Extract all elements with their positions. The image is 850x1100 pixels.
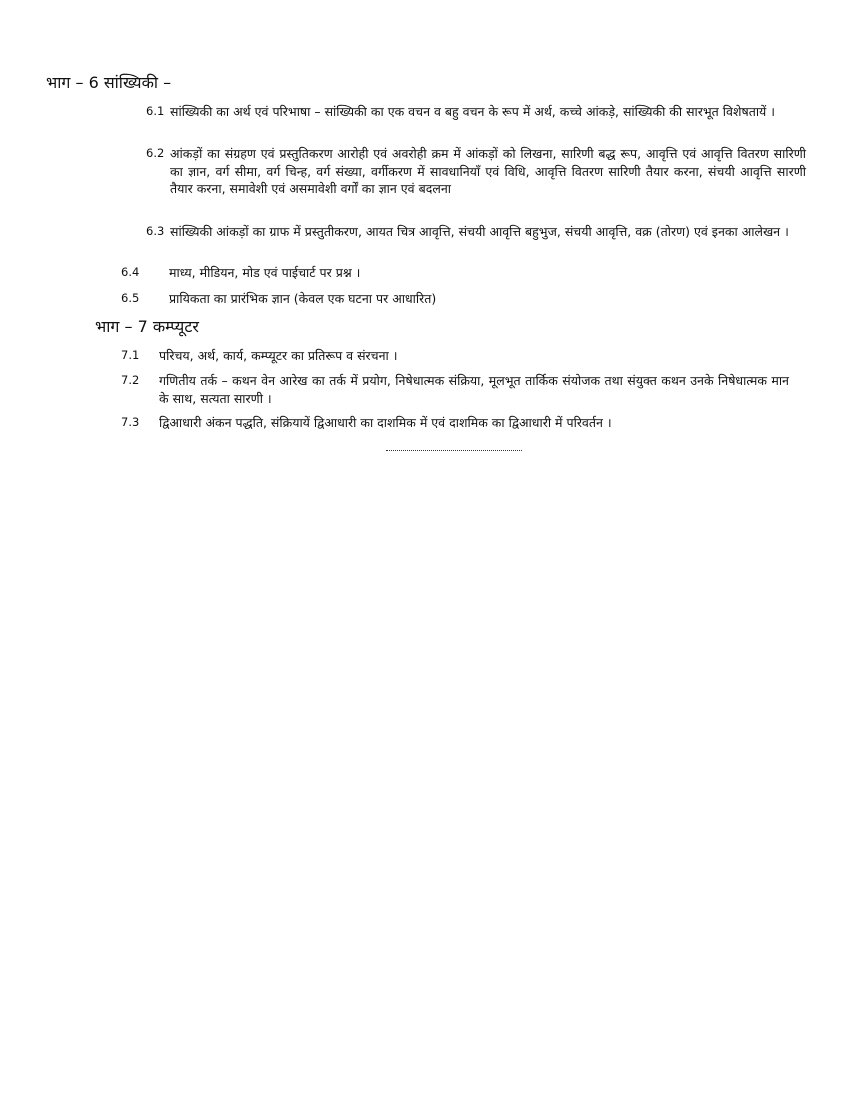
list-item	[121, 414, 789, 432]
list-item	[121, 290, 806, 308]
item-text: गणितीय तर्क – कथन वेन आरेख का तर्क में प्रयोग, निषेधात्मक संक्रिया, मूलभूत तार्किक संयोजक तथा संयुक्त कथन उनके निषेधात्मक मान के साथ, सत्यता सारणी ।	[159, 373, 789, 406]
list-item	[146, 103, 806, 121]
item-number: 6.2	[146, 146, 165, 160]
section-title-part7: भाग – 7 कम्प्यूटर	[95, 317, 199, 336]
item-text: सांख्यिकी का अर्थ एवं परिभाषा – सांख्यिकी का एक वचन व बहु वचन के रूप में अर्थ, कच्चे आंकड़े, सांख्यिकी की सारभूत विशेषतायें ।	[170, 104, 776, 119]
item-number: 7.3	[121, 415, 140, 429]
item-text: आंकड़ों का संग्रहण एवं प्रस्तुतिकरण आरोही एवं अवरोही क्रम में आंकड़ों को लिखना, सारिणी बद्ध रूप, आवृत्ति एवं आवृत्ति वितरण सारिणी का ज्ञान, वर्ग सीमा, वर्ग चिन्ह, वर्ग संख्या, वर्गीकरण में सावधानियाँ एवं विधि, आवृत्ति वितरण सारिणी तैयार करना, संचयी आवृत्ति सारणी तैयार करना, समावेशी एवं असमावेशी वर्गों का ज्ञान एवं बदलना	[170, 146, 806, 196]
item-number: 6.5	[121, 291, 140, 305]
section-title-part6: भाग – 6 सांख्यिकी –	[46, 73, 172, 92]
item-text: परिचय, अर्थ, कार्य, कम्प्यूटर का प्रतिरूप व संरचना ।	[159, 348, 398, 363]
list-item	[121, 264, 806, 282]
item-number: 7.2	[121, 373, 140, 387]
list-item	[121, 347, 789, 365]
dotted-divider	[386, 450, 522, 451]
item-text: सांख्यिकी आंकड़ों का ग्राफ में प्रस्तुतीकरण, आयत चित्र आवृत्ति, संचयी आवृत्ति बहुभुज, संचयी आवृत्ति, वक्र (तोरण) एवं इनका आलेखन ।	[170, 224, 789, 239]
list-item	[121, 372, 789, 407]
item-number: 6.4	[121, 265, 140, 279]
item-number: 6.1	[146, 104, 165, 118]
item-number: 6.3	[146, 224, 165, 238]
item-number: 7.1	[121, 348, 140, 362]
list-item	[146, 145, 806, 198]
item-text: प्रायिकता का प्रारंभिक ज्ञान (केवल एक घटना पर आधारित)	[169, 291, 437, 306]
item-text: द्विआधारी अंकन पद्धति, संक्रियायें द्विआधारी का दाशमिक में एवं दाशमिक का द्विआधारी में परिवर्तन ।	[159, 415, 612, 430]
item-text: माध्य, मीडियन, मोड एवं पाईचार्ट पर प्रश्न ।	[169, 265, 361, 280]
list-item	[146, 223, 806, 241]
